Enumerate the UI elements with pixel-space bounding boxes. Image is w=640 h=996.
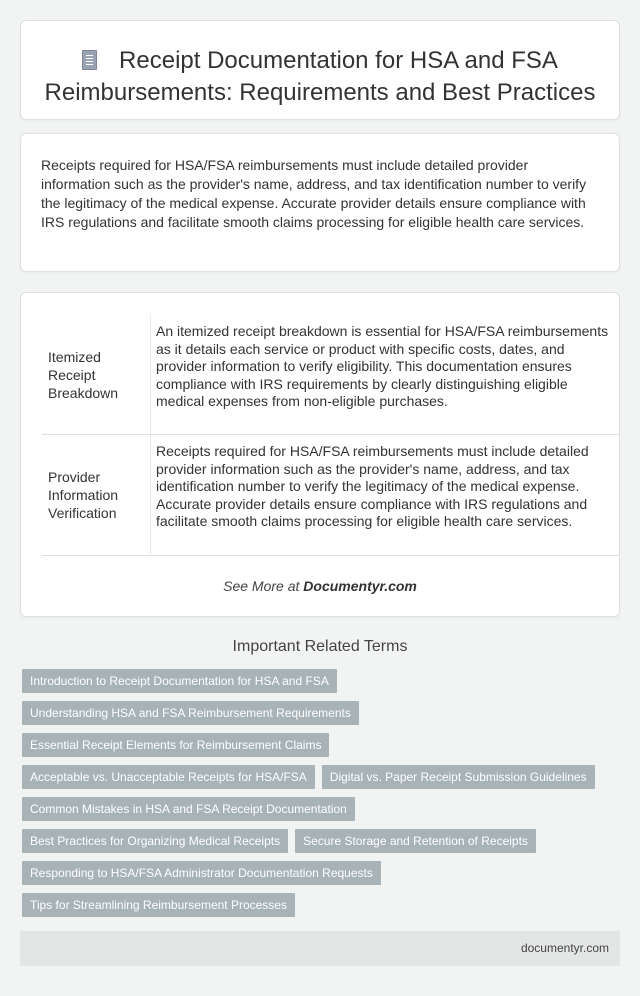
related-term-tag[interactable]: Acceptable vs. Unacceptable Receipts for HSA/FSA <box>22 765 315 789</box>
related-term-tag[interactable]: Essential Receipt Elements for Reimbursement Claims <box>22 733 329 757</box>
tag-row <box>22 797 622 829</box>
row-description: An itemized receipt breakdown is essential for HSA/FSA reimbursements as it details each service or product with specific costs, dates, and provider information to verify eligibility. This documentation ensures compliance with IRS requirements by clearly distinguishing eligible medical expenses from non-eligible purchases. <box>156 323 609 409</box>
page-title-text: Receipt Documentation for HSA and FSA Reimbursements: Requirements and Best Practices <box>44 47 596 106</box>
tag-row <box>22 829 622 861</box>
row-term: Provider Information Verification <box>48 469 119 521</box>
row-term: Itemized Receipt Breakdown <box>48 348 119 401</box>
related-term-tag[interactable]: Introduction to Receipt Documentation for HSA and FSA <box>22 669 337 693</box>
definitions-card <box>20 292 620 617</box>
related-term-tag[interactable]: Secure Storage and Retention of Receipts <box>295 829 536 853</box>
see-more-link[interactable] <box>21 578 619 594</box>
receipt-document-icon <box>82 50 97 70</box>
footer-site[interactable]: documentyr.com <box>520 941 609 955</box>
related-term-tag[interactable]: Digital vs. Paper Receipt Submission Guidelines <box>322 765 595 789</box>
tag-row <box>22 861 622 893</box>
title-card <box>20 20 620 120</box>
tag-row <box>22 733 622 765</box>
tag-row <box>22 765 622 797</box>
tag-row <box>22 701 622 733</box>
intro-card <box>20 133 620 272</box>
related-term-tag[interactable]: Common Mistakes in HSA and FSA Receipt Documentation <box>22 797 355 821</box>
tag-row <box>22 893 622 925</box>
related-term-tag[interactable]: Tips for Streamlining Reimbursement Processes <box>22 893 295 917</box>
tag-row <box>22 669 622 701</box>
related-terms-heading: Important Related Terms <box>232 638 408 655</box>
related-term-tag[interactable]: Understanding HSA and FSA Reimbursement Requirements <box>22 701 359 725</box>
page-title <box>21 45 619 109</box>
table-row <box>42 435 619 556</box>
table-row <box>42 315 619 435</box>
related-term-tag[interactable]: Best Practices for Organizing Medical Receipts <box>22 829 288 853</box>
intro-paragraph: Receipts required for HSA/FSA reimbursements must include detailed provider information such as the provider's name, address, and tax identification number to verify the legitimacy of the medical expense. Accurate provider details ensure compliance with IRS regulations and facilitate smooth claims processing for eligible health care services. <box>41 157 587 230</box>
column-divider <box>150 315 151 435</box>
see-more-prefix: See More at <box>223 578 304 594</box>
row-description: Receipts required for HSA/FSA reimbursements must include detailed provider information such as the provider's name, address, and tax identification number to verify the legitimacy of the medical expense. Accurate provider details ensure compliance with IRS regulations and facilitate smooth claims processing for eligible health care services. <box>156 443 589 529</box>
related-terms-list <box>22 669 622 925</box>
related-term-tag[interactable]: Responding to HSA/FSA Administrator Documentation Requests <box>22 861 381 885</box>
footer <box>20 931 620 966</box>
see-more-site[interactable]: Documentyr.com <box>303 578 417 594</box>
column-divider <box>150 435 151 556</box>
